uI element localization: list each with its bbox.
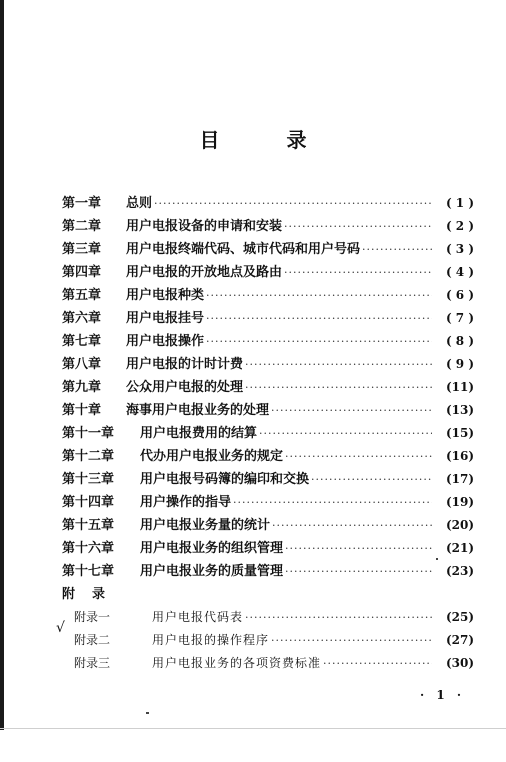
dot-leader xyxy=(285,560,432,583)
dot-leader xyxy=(206,330,432,353)
dot-leader xyxy=(206,284,432,307)
page-title: 目 录 xyxy=(199,128,337,152)
toc-entry-chapter-11 xyxy=(62,422,474,445)
chapter-number: 第二章 xyxy=(62,219,102,234)
page-folio: · 1 · xyxy=(420,688,466,702)
chapter-number: 第十七章 xyxy=(62,564,115,579)
chapter-number: 第三章 xyxy=(62,242,102,257)
chapter-title: 用户电报业务量的统计 xyxy=(140,518,271,533)
ink-speck xyxy=(146,712,149,714)
dot-leader xyxy=(362,238,432,261)
chapter-title: 用户电报操作 xyxy=(126,334,205,349)
dot-leader xyxy=(285,537,432,560)
page-number: (21) xyxy=(445,541,474,555)
appendix-label: 附录三 xyxy=(74,656,111,670)
chapter-number: 第十章 xyxy=(62,403,102,418)
page-number: (11) xyxy=(445,380,474,394)
toc-entry-chapter-1 xyxy=(62,192,474,215)
dot-leader xyxy=(285,445,432,468)
chapter-number: 第五章 xyxy=(62,288,102,303)
chapter-number: 第七章 xyxy=(62,334,102,349)
dot-leader xyxy=(271,399,432,422)
chapter-number: 第一章 xyxy=(62,196,102,211)
chapter-title: 用户电报业务的质量管理 xyxy=(140,564,284,579)
page-number: ( 7 ) xyxy=(445,311,474,325)
appendix-title: 用户电报代码表 xyxy=(152,610,244,624)
appendix-label: 附录一 xyxy=(74,610,111,624)
toc-entry-chapter-14 xyxy=(62,491,474,514)
toc-entry-chapter-13 xyxy=(62,468,474,491)
dot-leader xyxy=(154,192,432,215)
dot-leader xyxy=(245,606,432,629)
chapter-title: 用户电报设备的申请和安装 xyxy=(126,219,283,234)
chapter-title: 用户电报终端代码、城市代码和用户号码 xyxy=(126,242,361,257)
toc-entry-chapter-10 xyxy=(62,399,474,422)
appendix-heading-char-1: 附 xyxy=(62,587,76,602)
toc-entry-appendix-3 xyxy=(62,652,474,675)
toc-entry-appendix-1 xyxy=(62,606,474,629)
toc-entry-chapter-16 xyxy=(62,537,474,560)
appendix-label: 附录二 xyxy=(74,633,111,647)
toc-entry-chapter-2 xyxy=(62,215,474,238)
appendix-title: 用户电报业务的各项资费标准 xyxy=(152,656,322,670)
chapter-title: 总则 xyxy=(126,196,153,211)
handwritten-checkmark-icon: √ xyxy=(56,620,65,636)
chapter-title: 用户电报种类 xyxy=(126,288,205,303)
page-number: (16) xyxy=(445,449,474,463)
chapter-number: 第十二章 xyxy=(62,449,115,464)
toc-entry-chapter-5 xyxy=(62,284,474,307)
chapter-number: 第九章 xyxy=(62,380,102,395)
appendix-heading-char-2: 录 xyxy=(92,587,106,602)
dot-leader xyxy=(311,468,432,491)
dot-leader xyxy=(245,353,432,376)
page-number: ( 1 ) xyxy=(445,196,474,210)
page-number: ( 2 ) xyxy=(445,219,474,233)
chapter-number: 第四章 xyxy=(62,265,102,280)
scan-left-edge xyxy=(0,0,4,730)
page-number: (13) xyxy=(445,403,474,417)
dot-leader xyxy=(323,652,432,675)
chapter-title: 用户电报的开放地点及路由 xyxy=(126,265,283,280)
toc-entry-chapter-4 xyxy=(62,261,474,284)
scan-bottom-edge xyxy=(0,728,506,729)
chapter-number: 第十一章 xyxy=(62,426,115,441)
chapter-title: 用户电报费用的结算 xyxy=(140,426,258,441)
dot-leader xyxy=(233,491,432,514)
toc-entry-chapter-8 xyxy=(62,353,474,376)
chapter-title: 用户操作的指导 xyxy=(140,495,232,510)
table-of-contents xyxy=(62,192,474,675)
chapter-number: 第十三章 xyxy=(62,472,115,487)
chapter-title: 公众用户电报的处理 xyxy=(126,380,244,395)
dot-leader xyxy=(259,422,432,445)
page-number: ( 8 ) xyxy=(445,334,474,348)
chapter-title: 海事用户电报业务的处理 xyxy=(126,403,270,418)
chapter-number: 第六章 xyxy=(62,311,102,326)
chapter-number: 第八章 xyxy=(62,357,102,372)
page-number: (23) xyxy=(445,564,474,578)
chapter-number: 第十四章 xyxy=(62,495,115,510)
appendix-heading xyxy=(62,583,474,606)
toc-entry-chapter-3 xyxy=(62,238,474,261)
chapter-title: 用户电报业务的组织管理 xyxy=(140,541,284,556)
appendix-title: 用户电报的操作程序 xyxy=(152,633,270,647)
toc-entry-chapter-15 xyxy=(62,514,474,537)
page-number: ( 9 ) xyxy=(445,357,474,371)
toc-entry-chapter-9 xyxy=(62,376,474,399)
page-number: (25) xyxy=(445,610,474,624)
page-number: (30) xyxy=(445,656,474,670)
page-number: (17) xyxy=(445,472,474,486)
page-number: (20) xyxy=(445,518,474,532)
chapter-title: 用户电报挂号 xyxy=(126,311,205,326)
dot-leader xyxy=(284,261,432,284)
page-number: ( 3 ) xyxy=(445,242,474,256)
toc-entry-appendix-2 xyxy=(62,629,474,652)
dot-leader xyxy=(206,307,432,330)
dot-leader xyxy=(284,215,432,238)
page-number: ( 4 ) xyxy=(445,265,474,279)
toc-entry-chapter-7 xyxy=(62,330,474,353)
dot-leader xyxy=(272,514,432,537)
page-number: ( 6 ) xyxy=(445,288,474,302)
chapter-title: 用户电报的计时计费 xyxy=(126,357,244,372)
toc-entry-chapter-17 xyxy=(62,560,474,583)
toc-entry-chapter-6 xyxy=(62,307,474,330)
dot-leader xyxy=(245,376,432,399)
page-number: (19) xyxy=(445,495,474,509)
ink-speck xyxy=(436,558,438,560)
chapter-title: 代办用户电报业务的规定 xyxy=(140,449,284,464)
chapter-title: 用户电报号码簿的编印和交换 xyxy=(140,472,310,487)
chapter-number: 第十五章 xyxy=(62,518,115,533)
toc-entry-chapter-12 xyxy=(62,445,474,468)
chapter-number: 第十六章 xyxy=(62,541,115,556)
page-number: (27) xyxy=(445,633,474,647)
page-number: (15) xyxy=(445,426,474,440)
dot-leader xyxy=(271,629,432,652)
